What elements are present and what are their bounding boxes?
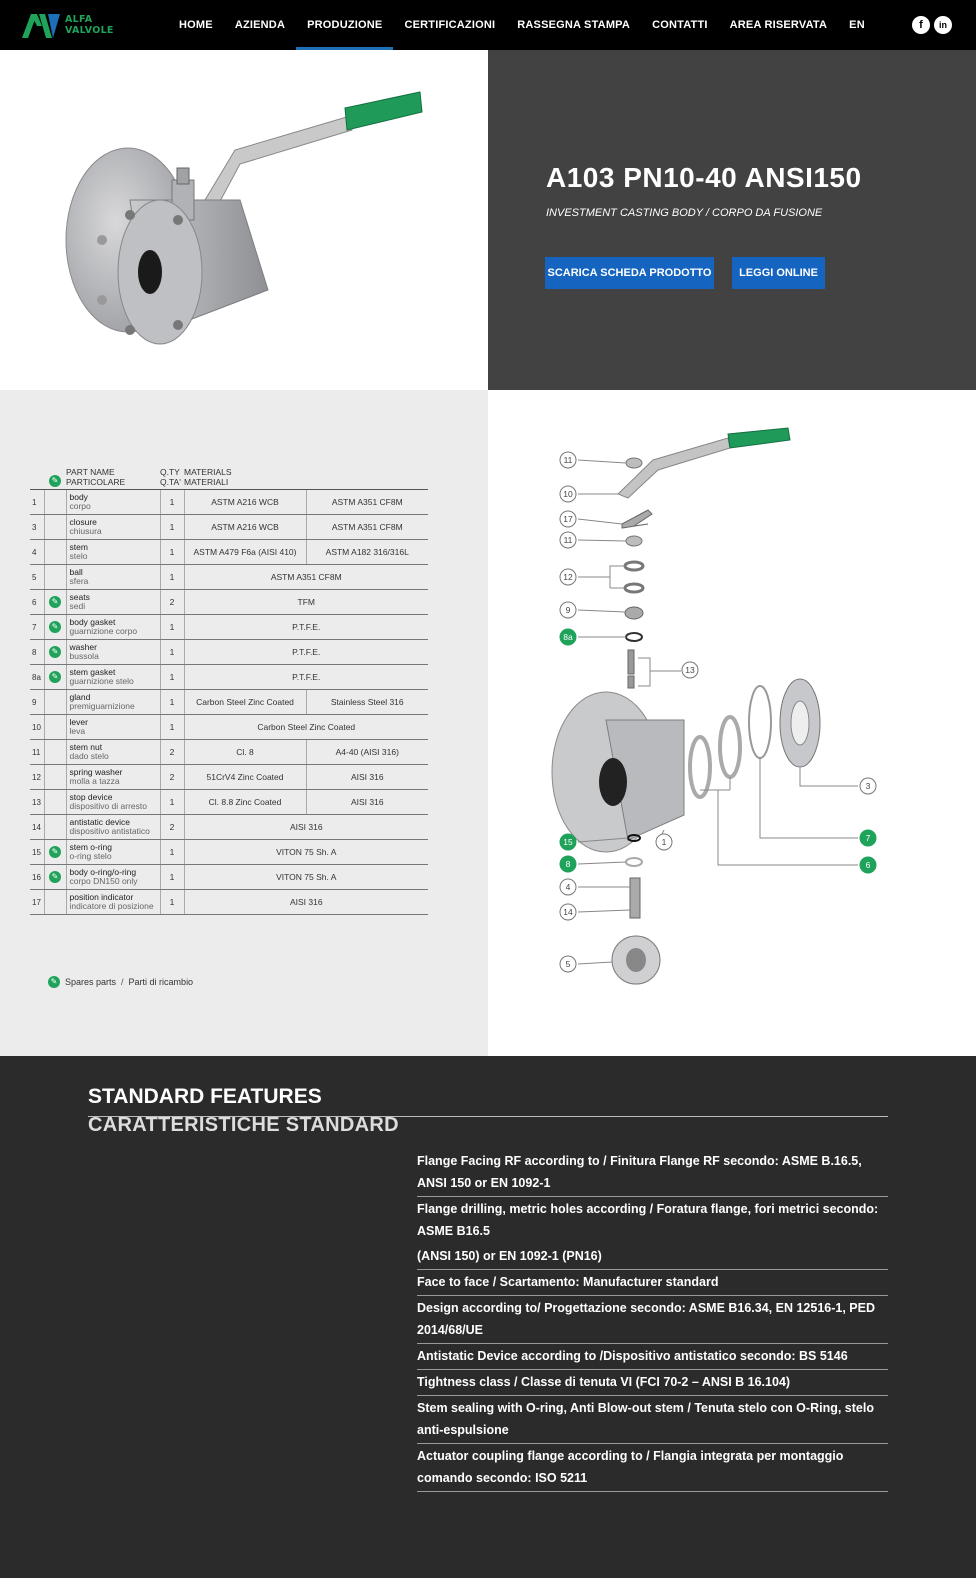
material: VITON 75 Sh. A (184, 840, 428, 865)
part-name (66, 790, 160, 815)
spare-part-icon: ✎ (49, 871, 61, 883)
material-b: Stainless Steel 316 (306, 690, 428, 715)
parts-table-panel (0, 390, 488, 1056)
spare-cell (44, 615, 66, 640)
part-name-it: guarnizione corpo (69, 626, 138, 636)
spare-cell (44, 815, 66, 840)
washer-part (626, 858, 642, 866)
spare-part-icon: ✎ (48, 976, 60, 988)
part-qty: 1 (160, 640, 184, 665)
feature-item: Stem sealing with O-ring, Anti Blow-out stem / Tenuta stelo con O-Ring, stelo anti-espulsione (417, 1396, 888, 1444)
callout-label (560, 834, 576, 850)
header-materials-it: MATERIALI (184, 476, 229, 487)
part-name-it: chiusura (69, 526, 102, 536)
part-number: 7 (30, 615, 44, 640)
callout-label (560, 602, 576, 618)
header-qty-en: Q.TY (160, 467, 180, 477)
part-name-it: molla a tazza (69, 776, 120, 786)
callout-number: 17 (563, 514, 573, 524)
ball-valve-product-image (0, 50, 488, 390)
gland-part (625, 607, 643, 619)
part-name (66, 840, 160, 865)
callout-label (560, 956, 576, 972)
feature-item: Tightness class / Classe di tenuta VI (FCI 70-2 – ANSI B 16.104) (417, 1370, 888, 1396)
part-name (66, 740, 160, 765)
part-name-en: stem (69, 542, 88, 552)
product-subtitle: INVESTMENT CASTING BODY / CORPO DA FUSIONE (546, 207, 823, 219)
feature-item: Antistatic Device according to /Dispositivo antistatico secondo: BS 5146 (417, 1344, 888, 1370)
exploded-view-diagram (488, 390, 976, 1056)
part-qty: 2 (160, 815, 184, 840)
material: P.T.F.E. (184, 665, 428, 690)
part-name-en: stem gasket (69, 667, 116, 677)
part-name-it: dispositivo antistatico (69, 826, 150, 836)
part-qty: 1 (160, 840, 184, 865)
part-name-it: corpo DN150 only (69, 876, 138, 886)
part-number: 6 (30, 590, 44, 615)
table-row (30, 790, 428, 815)
body-gasket-part (749, 686, 771, 758)
spare-cell (44, 765, 66, 790)
table-row (30, 715, 428, 740)
brand-logo[interactable] (22, 12, 122, 40)
spare-part-icon: ✎ (49, 475, 61, 487)
callout-number: 4 (565, 882, 571, 892)
nav-home[interactable]: HOME (179, 19, 213, 31)
feature-item: Design according to/ Progettazione secondo: ASME B16.34, EN 12516-1, PED 2014/68/UE (417, 1296, 888, 1344)
callout-number: 14 (563, 907, 573, 917)
part-name (66, 690, 160, 715)
callout-label (560, 486, 576, 502)
part-name (66, 490, 160, 515)
table-row (30, 840, 428, 865)
part-name-it: premiguarnizione (69, 701, 135, 711)
table-row (30, 765, 428, 790)
part-name-it: leva (69, 726, 86, 736)
part-name-en: closure (69, 517, 97, 527)
material-b: ASTM A351 CF8M (306, 515, 428, 540)
header-part-name-en: PART NAME (66, 467, 115, 477)
nav-produzione[interactable]: PRODUZIONE (296, 0, 393, 50)
stem-nut-part (626, 536, 642, 546)
callout-number: 8a (563, 632, 573, 642)
callout-number: 7 (865, 833, 871, 843)
callout-number: 5 (565, 959, 571, 969)
features-subtitle: CARATTERISTICHE STANDARD (88, 1114, 399, 1136)
part-name-it: dado stelo (69, 751, 109, 761)
part-name (66, 590, 160, 615)
part-qty: 2 (160, 765, 184, 790)
part-number: 14 (30, 815, 44, 840)
callout-label (560, 856, 576, 872)
part-name-en: lever (69, 717, 88, 727)
spring-washer-part (625, 584, 643, 592)
material-a: 51CrV4 Zinc Coated (184, 765, 306, 790)
header-materials (184, 468, 428, 490)
material: P.T.F.E. (184, 640, 428, 665)
stem-part (630, 878, 640, 918)
download-datasheet-button[interactable]: SCARICA SCHEDA PRODOTTO (545, 257, 714, 289)
table-row (30, 865, 428, 890)
stem-nut-part (626, 458, 642, 468)
part-name (66, 765, 160, 790)
callout-number: 15 (563, 837, 573, 847)
product-image-panel (0, 50, 488, 390)
part-number: 10 (30, 715, 44, 740)
material: TFM (184, 590, 428, 615)
spare-cell (44, 540, 66, 565)
material-a: Cl. 8 (184, 740, 306, 765)
part-qty: 1 (160, 690, 184, 715)
spare-cell (44, 565, 66, 590)
stop-device-part (628, 650, 634, 674)
part-name-it: indicatore di posizione (69, 901, 154, 911)
table-row (30, 740, 428, 765)
part-qty: 1 (160, 865, 184, 890)
header-qty (160, 468, 184, 490)
spare-parts-legend (48, 976, 193, 988)
part-qty: 1 (160, 715, 184, 740)
material-a: ASTM A216 WCB (184, 515, 306, 540)
material: Carbon Steel Zinc Coated (184, 715, 428, 740)
material-a: ASTM A479 F6a (AISI 410) (184, 540, 306, 565)
part-qty: 1 (160, 490, 184, 515)
part-name (66, 815, 160, 840)
material-b: ASTM A351 CF8M (306, 490, 428, 515)
position-indicator-part (622, 510, 652, 528)
parts-table-body (30, 490, 428, 915)
part-name-it: corpo (69, 501, 91, 511)
legend-it: Parti di ricambio (128, 977, 194, 987)
part-name (66, 565, 160, 590)
part-qty: 1 (160, 890, 184, 915)
part-number: 11 (30, 740, 44, 765)
nav-language-en[interactable]: EN (849, 19, 865, 31)
callout-number: 6 (865, 860, 871, 870)
spare-cell (44, 665, 66, 690)
header-part-name-it: PARTICOLARE (66, 476, 126, 487)
facebook-icon[interactable]: f (912, 16, 930, 34)
part-qty: 1 (160, 540, 184, 565)
part-name-en: seats (69, 592, 90, 602)
seat-part (720, 717, 740, 777)
callout-label (860, 778, 876, 794)
table-row (30, 515, 428, 540)
spare-part-icon: ✎ (49, 621, 61, 633)
part-number: 8a (30, 665, 44, 690)
part-name-en: stop device (69, 792, 113, 802)
legend-en: Spares parts (65, 977, 117, 987)
material: P.T.F.E. (184, 615, 428, 640)
part-name-en: stem nut (69, 742, 103, 752)
table-row (30, 690, 428, 715)
feature-item: Flange Facing RF according to / Finitura Flange RF secondo: ASME B.16.5, ANSI 150 or EN 1092-1 (417, 1149, 888, 1197)
spare-cell (44, 790, 66, 815)
part-name (66, 515, 160, 540)
closure-bore (791, 701, 809, 745)
part-number: 3 (30, 515, 44, 540)
callout-label (560, 532, 576, 548)
parts-table (30, 468, 428, 915)
part-name (66, 540, 160, 565)
exploded-diagram-panel (488, 390, 976, 1056)
spare-part-icon: ✎ (49, 671, 61, 683)
part-name-it: sfera (69, 576, 89, 586)
table-row (30, 890, 428, 915)
nav-contatti[interactable]: CONTATTI (652, 19, 708, 31)
part-number: 8 (30, 640, 44, 665)
part-number: 13 (30, 790, 44, 815)
part-number: 12 (30, 765, 44, 790)
callout-label (560, 904, 576, 920)
part-name-en: position indicator (69, 892, 134, 902)
product-info-panel (488, 50, 976, 390)
standard-features-section (0, 1056, 976, 1578)
nav-azienda[interactable]: AZIENDA (234, 19, 286, 31)
callout-number: 3 (865, 781, 871, 791)
header-num (30, 468, 44, 490)
part-name-en: washer (69, 642, 97, 652)
callout-number: 11 (563, 535, 573, 545)
material-b: ASTM A182 316/316L (306, 540, 428, 565)
callout-number: 13 (685, 665, 695, 675)
header-qty-it: Q.TA' (160, 476, 181, 487)
part-qty: 1 (160, 565, 184, 590)
callout-label (560, 511, 576, 527)
part-number: 4 (30, 540, 44, 565)
callout-label (860, 830, 876, 846)
part-name (66, 615, 160, 640)
spare-cell (44, 690, 66, 715)
feature-item: (ANSI 150) or EN 1092-1 (PN16) (417, 1244, 888, 1270)
product-title: A103 PN10-40 ANSI150 (546, 162, 862, 193)
spare-part-icon: ✎ (49, 596, 61, 608)
callout-number: 8 (565, 859, 571, 869)
material-a: Carbon Steel Zinc Coated (184, 690, 306, 715)
part-name-it: guarnizione stelo (69, 676, 134, 686)
part-qty: 2 (160, 740, 184, 765)
stop-device-part (628, 676, 634, 688)
spare-cell (44, 515, 66, 540)
part-name-it: o-ring stelo (69, 851, 112, 861)
feature-item: Flange drilling, metric holes according / Foratura flange, fori metrici secondo: ASME B16.5 (417, 1202, 879, 1238)
callout-label (682, 662, 698, 678)
callout-label (560, 452, 576, 468)
table-row (30, 565, 428, 590)
logo-text (65, 14, 114, 36)
part-name-it: stelo (69, 551, 88, 561)
spare-cell (44, 640, 66, 665)
material: VITON 75 Sh. A (184, 865, 428, 890)
table-row (30, 490, 428, 515)
callout-label (860, 857, 876, 873)
material-a: ASTM A216 WCB (184, 490, 306, 515)
logo-line-2: VALVOLE (65, 25, 114, 36)
material-b: AISI 316 (306, 790, 428, 815)
part-qty: 1 (160, 615, 184, 640)
part-name (66, 665, 160, 690)
features-title: STANDARD FEATURES (88, 1085, 322, 1108)
part-number: 5 (30, 565, 44, 590)
part-qty: 1 (160, 790, 184, 815)
table-row (30, 590, 428, 615)
part-qty: 1 (160, 515, 184, 540)
part-number: 17 (30, 890, 44, 915)
callout-number: 9 (565, 605, 571, 615)
header-spare (44, 468, 66, 490)
part-qty: 2 (160, 590, 184, 615)
alfa-valvole-logo-icon (22, 12, 60, 40)
part-number: 15 (30, 840, 44, 865)
callout-label (560, 879, 576, 895)
table-row (30, 815, 428, 840)
spare-cell (44, 890, 66, 915)
table-row (30, 640, 428, 665)
linkedin-icon[interactable]: in (934, 16, 952, 34)
nav-area-riservata[interactable]: AREA RISERVATA (729, 19, 828, 31)
callout-label (560, 629, 576, 645)
spare-cell (44, 865, 66, 890)
feature-item: Face to face / Scartamento: Manufacturer standard (417, 1270, 888, 1296)
table-row (30, 615, 428, 640)
main-nav (168, 0, 876, 50)
stem-gasket-part (626, 633, 642, 641)
callout-label (560, 569, 576, 585)
part-name-it: sedi (69, 601, 86, 611)
body-bore (599, 758, 627, 806)
part-qty: 1 (160, 665, 184, 690)
part-number: 16 (30, 865, 44, 890)
table-row (30, 540, 428, 565)
material-b: AISI 316 (306, 765, 428, 790)
material: AISI 316 (184, 890, 428, 915)
feature-item: Actuator coupling flange according to / Flangia integrata per montaggio comando secondo: ISO 5211 (417, 1444, 888, 1492)
callout-number: 11 (563, 455, 573, 465)
part-name-en: spring washer (69, 767, 123, 777)
part-number: 9 (30, 690, 44, 715)
part-name (66, 865, 160, 890)
part-number: 1 (30, 490, 44, 515)
header-part-name (66, 468, 160, 490)
callout-number: 12 (563, 572, 573, 582)
part-name-en: body (69, 492, 88, 502)
part-name (66, 640, 160, 665)
spare-cell (44, 590, 66, 615)
part-name-en: body gasket (69, 617, 116, 627)
part-name (66, 715, 160, 740)
part-name-it: dispositivo di arresto (69, 801, 147, 811)
parts-table-header (30, 468, 428, 490)
ball-bore (626, 948, 646, 972)
part-name-en: antistatic device (69, 817, 130, 827)
spare-cell (44, 840, 66, 865)
spare-part-icon: ✎ (49, 846, 61, 858)
part-name-en: stem o-ring (69, 842, 113, 852)
header-materials-en: MATERIALS (184, 467, 232, 477)
nav-rassegna-stampa[interactable]: RASSEGNA STAMPA (517, 19, 631, 31)
lever-grip (728, 428, 790, 448)
callout-number: 1 (661, 837, 667, 847)
material: AISI 316 (184, 815, 428, 840)
spare-cell (44, 715, 66, 740)
callout-label (656, 834, 672, 850)
part-name (66, 890, 160, 915)
material-b: A4-40 (AISI 316) (306, 740, 428, 765)
material-a: Cl. 8.8 Zinc Coated (184, 790, 306, 815)
nav-certificazioni[interactable]: CERTIFICAZIONI (404, 19, 496, 31)
part-name-it: bussola (69, 651, 99, 661)
features-list (417, 1149, 888, 1492)
spare-cell (44, 490, 66, 515)
seat-part (690, 737, 710, 797)
spare-cell (44, 740, 66, 765)
logo-line-1: ALFA (65, 14, 93, 25)
callout-number: 10 (563, 489, 573, 499)
table-row (30, 665, 428, 690)
material: ASTM A351 CF8M (184, 565, 428, 590)
part-name-en: ball (69, 567, 83, 577)
spare-part-icon: ✎ (49, 646, 61, 658)
part-name-en: gland (69, 692, 91, 702)
read-online-button[interactable]: LEGGI ONLINE (732, 257, 825, 289)
part-name-en: body o-ring/o-ring (69, 867, 137, 877)
spring-washer-part (625, 562, 643, 570)
legend-separator: / (121, 977, 124, 987)
site-header (0, 0, 976, 50)
